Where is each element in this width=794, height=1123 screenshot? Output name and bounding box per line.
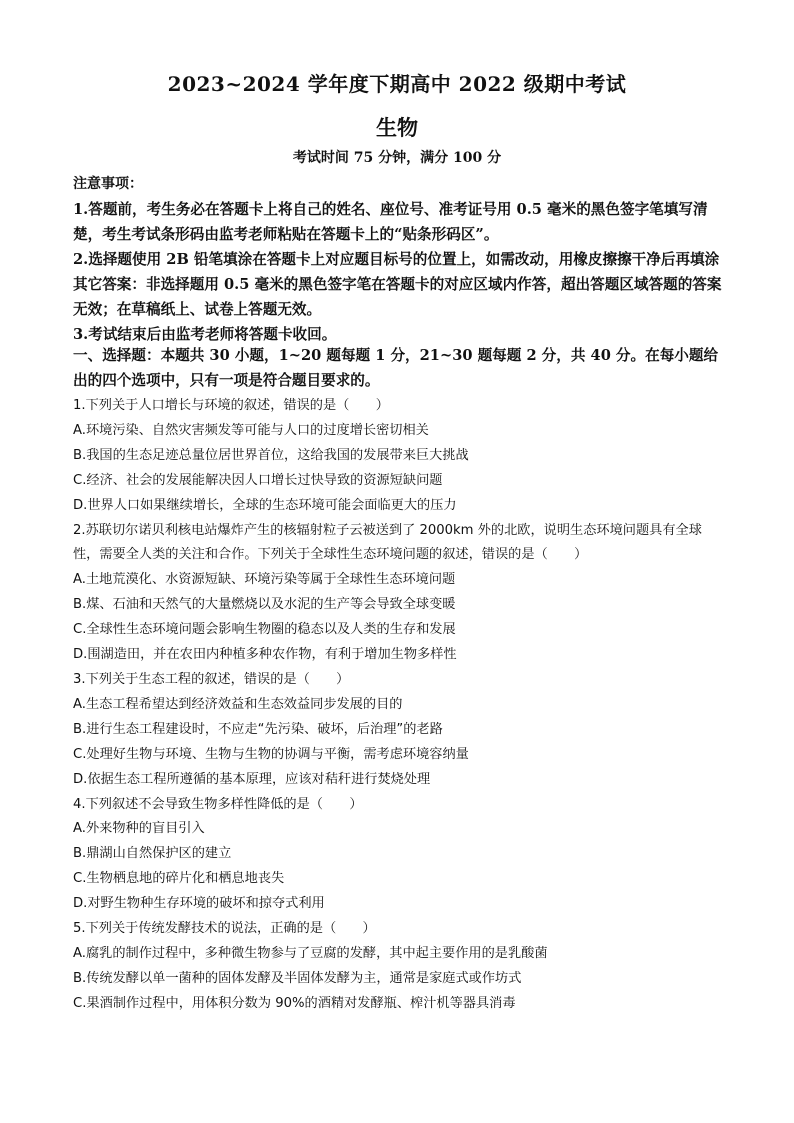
question bbox=[73, 793, 723, 918]
question bbox=[73, 668, 723, 793]
notes-heading: 注意事项： bbox=[73, 176, 143, 192]
question bbox=[73, 519, 723, 668]
notes-item: 3.考试结束后由监考老师将答题卡收回。 bbox=[73, 326, 337, 343]
question-option: D.世界人口如果继续增长，全球的生态环境可能会面临更大的压力 bbox=[73, 497, 457, 513]
question-option: B.我国的生态足迹总量位居世界首位，这给我国的发展带来巨大挑战 bbox=[73, 447, 469, 463]
question-option: B.传统发酵以单一菌种的固体发酵及半固体发酵为主，通常是家庭式或作坊式 bbox=[73, 970, 522, 986]
question-option: A.生态工程希望达到经济效益和生态效益同步发展的目的 bbox=[73, 696, 403, 712]
question-option: C.全球性生态环境问题会影响生物圈的稳态以及人类的生存和发展 bbox=[73, 622, 456, 638]
question-option: A.土地荒漠化、水资源短缺、环境污染等属于全球性生态环境问题 bbox=[73, 572, 456, 588]
question-option: C.处理好生物与环境、生物与生物的协调与平衡，需考虑环境容纳量 bbox=[73, 746, 469, 762]
subject-title: 生物 bbox=[376, 115, 418, 140]
question-option: C.经济、社会的发展能解决因人口增长过快导致的资源短缺问题 bbox=[73, 472, 443, 488]
question-stem: 1.下列关于人口增长与环境的叙述，错误的是（ ） bbox=[73, 398, 389, 413]
question-list bbox=[73, 394, 723, 1017]
notes-item: 1.答题前，考生务必在答题卡上将自己的姓名、座位号、准考证号用 0.5 毫米的黑色签字笔填写清楚，考生考试条形码由监考老师粘贴在答题卡上的“贴条形码区”。 bbox=[73, 201, 708, 243]
notes-block bbox=[73, 172, 723, 347]
question-option: A.外来物种的盲目引入 bbox=[73, 821, 205, 837]
question-stem: 3.下列关于生态工程的叙述，错误的是（ ） bbox=[73, 671, 350, 687]
question-option: A.腐乳的制作过程中，多种微生物参与了豆腐的发酵，其中起主要作用的是乳酸菌 bbox=[73, 945, 548, 961]
question-stem: 2.苏联切尔诺贝利核电站爆炸产生的核辐射粒子云被送到了 2000km 外的北欧，说明生态环境问题具有全球性，需要全人类的关注和合作。下列关于全球性生态环境问题的叙述，错误的是（ ） bbox=[73, 522, 702, 563]
question-option: D.围湖造田，并在农田内种植多种农作物，有利于增加生物多样性 bbox=[73, 647, 457, 663]
section-heading: 一、选择题：本题共 30 小题，1~20 题每题 1 分，21~30 题每题 2 分，共 40 分。在每小题给出的四个选项中，只有一项是符合题目要求的。 bbox=[73, 347, 719, 389]
question-option: C.生物栖息地的碎片化和栖息地丧失 bbox=[73, 871, 285, 887]
exam-title: 2023~2024 学年度下期高中 2022 级期中考试 bbox=[167, 72, 627, 96]
question-option: D.依据生态工程所遵循的基本原理，应该对秸秆进行焚烧处理 bbox=[73, 771, 431, 787]
question-option: A.环境污染、自然灾害频发等可能与人口的过度增长密切相关 bbox=[73, 422, 429, 438]
notes-item: 2.选择题使用 2B 铅笔填涂在答题卡上对应题目标号的位置上，如需改动，用橡皮擦擦干净后再填涂其它答案：非选择题用 0.5 毫米的黑色签字笔在答题卡的对应区域内作答，超出答题区域答题的答案无效；在草稿纸上、试卷上答题无效。 bbox=[73, 251, 722, 318]
question-option: B.煤、石油和天然气的大量燃烧以及水泥的生产等会导致全球变暖 bbox=[73, 597, 456, 613]
question-stem: 5.下列关于传统发酵技术的说法，正确的是（ ） bbox=[73, 921, 376, 937]
question bbox=[73, 394, 723, 519]
exam-meta: 考试时间 75 分钟，满分 100 分 bbox=[292, 150, 502, 166]
question-stem: 4.下列叙述不会导致生物多样性降低的是（ ） bbox=[73, 796, 363, 812]
question-option: C.果酒制作过程中，用体积分数为 90%的酒精对发酵瓶、榨汁机等器具消毒 bbox=[73, 995, 516, 1011]
question-option: B.鼎湖山自然保护区的建立 bbox=[73, 846, 232, 862]
question-option: D.对野生物种生存环境的破坏和掠夺式利用 bbox=[73, 896, 325, 912]
question-option: B.进行生态工程建设时，不应走“先污染、破坏，后治理”的老路 bbox=[73, 721, 443, 737]
question bbox=[73, 917, 723, 1017]
